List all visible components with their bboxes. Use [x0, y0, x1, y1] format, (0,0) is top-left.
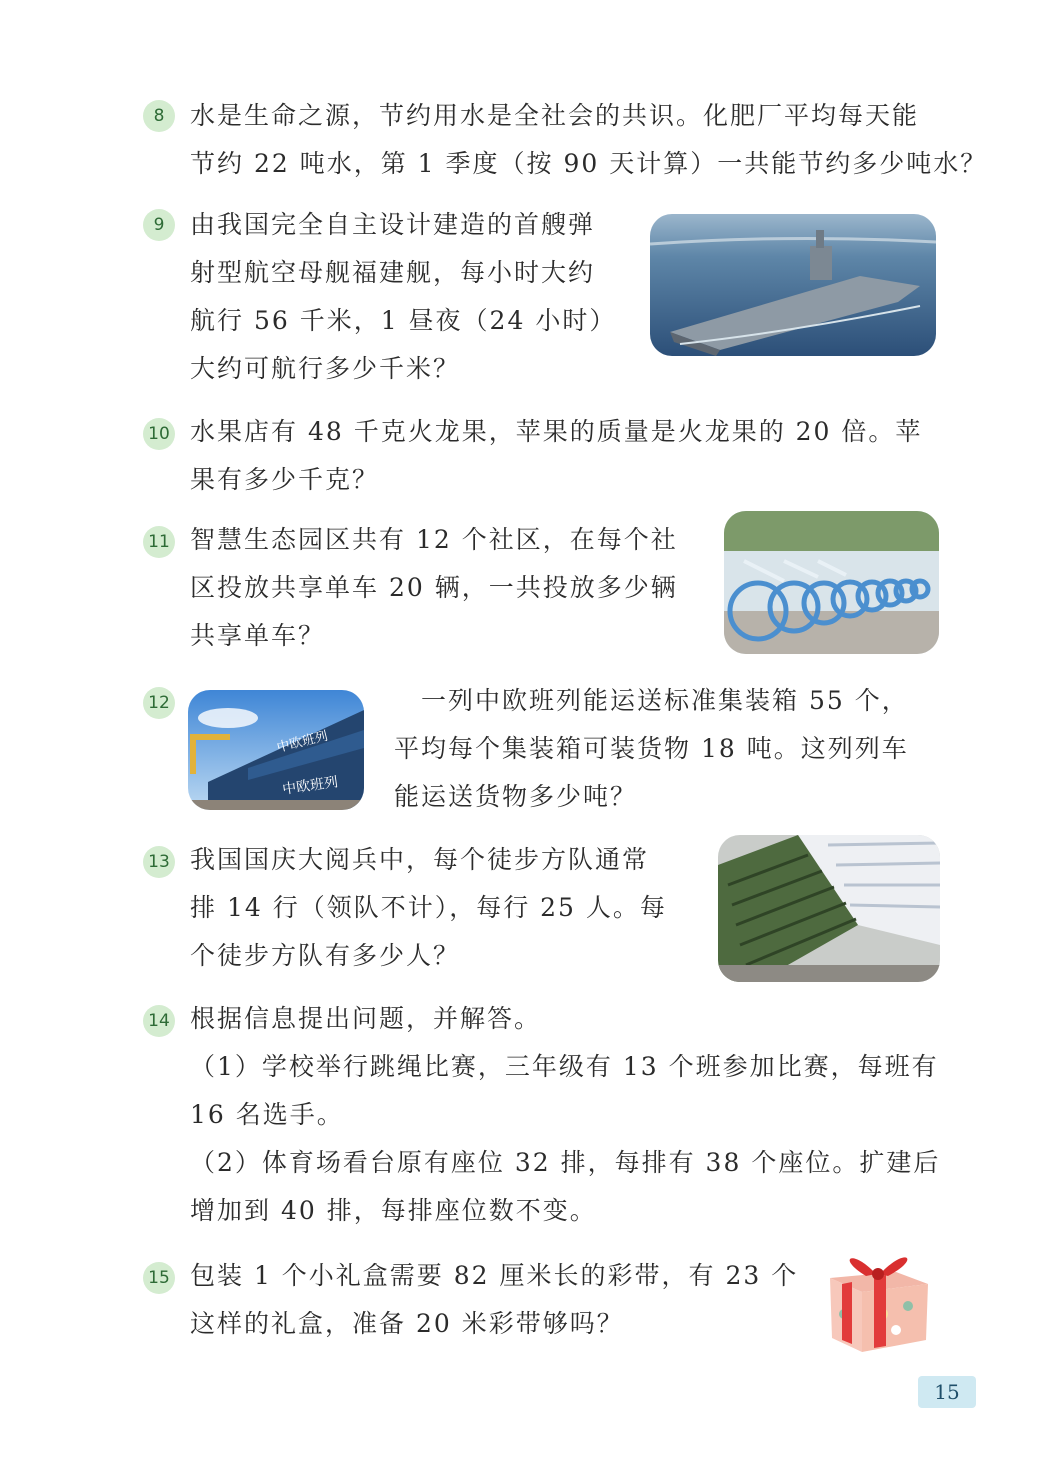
problem-11-line-3: 共享单车？: [190, 621, 326, 650]
problem-11-line-1: 智慧生态园区共有 12 个社区，在每个社: [190, 525, 678, 554]
problem-13-line-1: 我国国庆大阅兵中，每个徒步方队通常: [190, 845, 650, 874]
problem-15-line-2: 这样的礼盒，准备 20 米彩带够吗？: [190, 1309, 624, 1338]
problem-10-text: [190, 408, 922, 504]
problem-9-text: [190, 201, 616, 393]
problem-11-line-2: 区投放共享单车 20 辆，一共投放多少辆: [190, 573, 678, 602]
problem-13-line-2: 排 14 行（领队不计），每行 25 人。每: [190, 893, 667, 922]
problem-9-line-4: 大约可航行多少千米？: [190, 354, 461, 383]
problem-number-14: 14: [143, 1005, 175, 1037]
page-number: 15: [918, 1376, 976, 1408]
military-parade-photo: [718, 835, 940, 982]
china-europe-train-photo: [188, 690, 364, 810]
problem-number-8: 8: [143, 100, 175, 132]
gift-box-icon: [822, 1244, 932, 1356]
problem-13-text: [190, 836, 667, 980]
problem-15-line-1: 包装 1 个小礼盒需要 82 厘米长的彩带，有 23 个: [190, 1261, 799, 1290]
problem-14-line-3: 16 名选手。: [190, 1100, 344, 1129]
problem-9-line-3: 航行 56 千米，1 昼夜（24 小时）: [190, 306, 617, 335]
problem-13-line-3: 个徒步方队有多少人？: [190, 941, 461, 970]
problem-8-text: [190, 92, 987, 188]
problem-12-line-2: 平均每个集装箱可装货物 18 吨。这列列车: [394, 734, 909, 763]
problem-11-text: [190, 516, 678, 660]
problem-number-10: 10: [143, 418, 175, 450]
problem-10-line-1: 水果店有 48 千克火龙果，苹果的质量是火龙果的 20 倍。苹: [190, 417, 923, 446]
shared-bikes-photo: [724, 511, 939, 654]
problem-14-text: [190, 995, 940, 1235]
problem-number-12: 12: [143, 687, 175, 719]
train-sign-lower: 中欧班列: [281, 774, 340, 798]
problem-9-line-1: 由我国完全自主设计建造的首艘弹: [190, 210, 596, 239]
problem-8-line-1: 水是生命之源，节约用水是全社会的共识。化肥厂平均每天能: [190, 101, 920, 130]
problem-9-line-2: 射型航空母舰福建舰，每小时大约: [190, 258, 596, 287]
problem-number-11: 11: [143, 526, 175, 558]
problem-12-line-3: 能运送货物多少吨？: [394, 782, 638, 811]
problem-12-text: [394, 677, 909, 821]
problem-14-line-5: 增加到 40 排，每排座位数不变。: [190, 1196, 597, 1225]
aircraft-carrier-photo: [650, 214, 936, 356]
problem-15-text: [190, 1252, 798, 1348]
train-sign-upper: 中欧班列: [275, 728, 330, 756]
problem-12-line-1: 一列中欧班列能运送标准集装箱 55 个，: [394, 686, 909, 715]
problem-number-9: 9: [143, 209, 175, 241]
problem-14-line-1: 根据信息提出问题，并解答。: [190, 1004, 542, 1033]
problem-number-15: 15: [143, 1262, 175, 1294]
problem-14-line-4: （2）体育场看台原有座位 32 排，每排有 38 个座位。扩建后: [190, 1148, 941, 1177]
problem-14-line-2: （1）学校举行跳绳比赛，三年级有 13 个班参加比赛，每班有: [190, 1052, 939, 1081]
problem-10-line-2: 果有多少千克？: [190, 465, 380, 494]
problem-number-13: 13: [143, 846, 175, 878]
problem-8-line-2: 节约 22 吨水，第 1 季度（按 90 天计算）一共能节约多少吨水？: [190, 149, 988, 178]
